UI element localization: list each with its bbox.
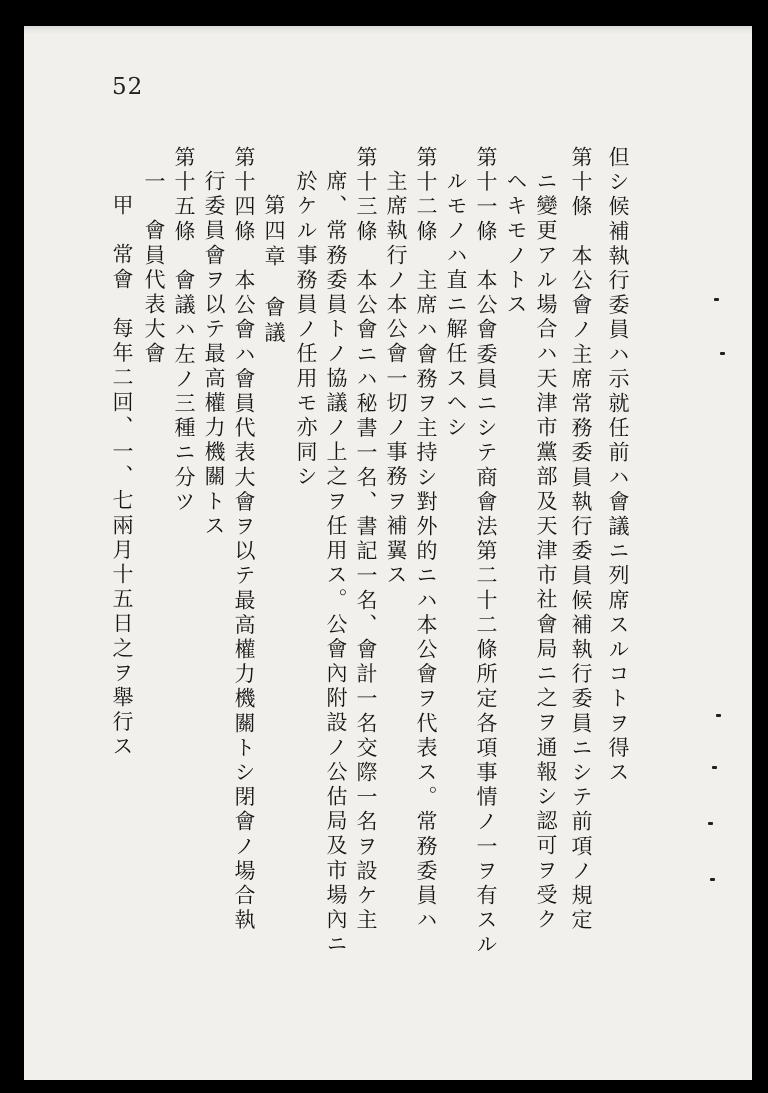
page-number: 52: [112, 74, 144, 100]
margin-speck: [720, 352, 725, 355]
page-edge-shade: [24, 26, 752, 34]
text-column-16: 一 會員代表大會: [142, 170, 166, 367]
text-column-4: ヘキモノトス: [504, 170, 528, 318]
margin-speck: [716, 714, 721, 717]
text-column-10: 席、常務委員トノ協議ノ上之ヲ任用ス。公會內附設ノ公估局及市場內ニ: [324, 170, 348, 958]
text-column-14: 行委員會ヲ以テ最高權力機關トス: [202, 170, 226, 539]
text-column-9: 第十三條 本公會ニハ秘書一名、書記一名、會計一名交際一名ヲ設ケ主: [354, 146, 378, 934]
text-column-7: 第十二條 主席ハ會務ヲ主持シ對外的ニハ本公會ヲ代表ス。常務委員ハ: [414, 146, 438, 934]
margin-speck: [712, 766, 717, 769]
text-column-15: 第十五條 會議ハ左ノ三種ニ分ツ: [172, 146, 196, 515]
margin-speck: [708, 822, 713, 825]
text-column-1: 但シ候補執行委員ハ示就任前ハ會議ニ列席スルコトヲ得ス: [606, 146, 630, 786]
text-column-2: 第十條 本公會ノ主席常務委員執行委員候補執行委員ニシテ前項ノ規定: [569, 146, 593, 934]
text-column-3: ニ變更アル場合ハ天津市黨部及天津市社會局ニ之ヲ通報シ認可ヲ受ク: [534, 170, 558, 933]
margin-speck: [714, 298, 719, 301]
text-column-11: 於ケル事務員ノ任用モ亦同シ: [294, 170, 318, 490]
margin-speck: [710, 878, 715, 881]
text-column-17: 甲 常會 每年二回、一、七兩月十五日之ヲ舉行ス: [110, 194, 134, 760]
text-column-6: ルモノハ直ニ解任スヘシ: [444, 170, 468, 441]
text-column-12: 第四章 會議: [262, 194, 286, 347]
document-page: [24, 26, 752, 1080]
text-column-5: 第十一條 本公會委員ニシテ商會法第二十二條所定各項事情ノ一ヲ有スル: [474, 146, 498, 958]
text-column-13: 第十四條 本公會ハ會員代表大會ヲ以テ最高權力機關トシ閉會ノ場合執: [232, 146, 256, 934]
text-column-8: 主席執行ノ本公會一切ノ事務ヲ補翼ス: [384, 170, 408, 589]
